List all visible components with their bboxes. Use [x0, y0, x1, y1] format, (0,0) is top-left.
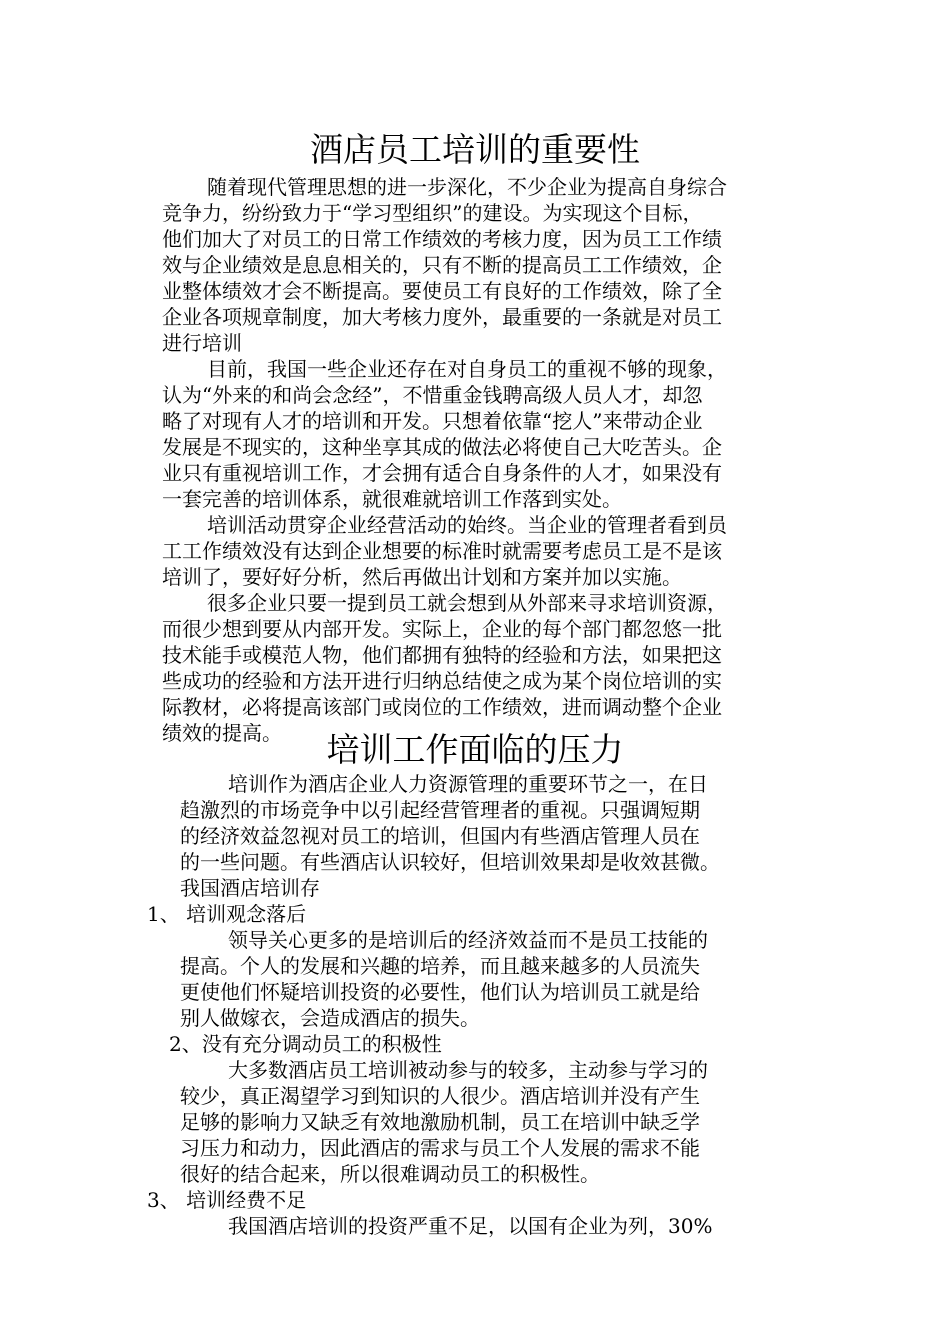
paragraph-line: 竞争力，纷纷致力于“学习型组织”的建设。为实现这个目标，	[162, 201, 703, 225]
paragraph-line: 发展是不现实的，这种坐享其成的做法必将使自己大吃苦头。企	[162, 435, 722, 459]
paragraph-line: 他们加大了对员工的日常工作绩效的考核力度，因为员工工作绩	[162, 227, 722, 251]
paragraph-line: 业整体绩效才会不断提高。要使员工有良好的工作绩效，除了全	[162, 279, 722, 303]
paragraph-line: 大多数酒店员工培训被动参与的较多，主动参与学习的	[228, 1058, 708, 1082]
paragraph-line: 习压力和动力，因此酒店的需求与员工个人发展的需求不能	[180, 1136, 700, 1160]
paragraph-line: 我国酒店培训的投资严重不足，以国有企业为列，30%	[228, 1214, 713, 1238]
paragraph-line: 目前，我国一些企业还存在对自身员工的重视不够的现象，	[207, 357, 727, 381]
paragraph-line: 培训活动贯穿企业经营活动的始终。当企业的管理者看到员	[207, 513, 727, 537]
paragraph-line: 工工作绩效没有达到企业想要的标准时就需要考虑员工是不是该	[162, 539, 722, 563]
list-item-heading: 3、 培训经费不足	[147, 1188, 307, 1212]
paragraph-line: 领导关心更多的是培训后的经济效益而不是员工技能的	[228, 928, 708, 952]
paragraph-line: 较少，真正渴望学习到知识的人很少。酒店培训并没有产生	[180, 1084, 700, 1108]
paragraph-line: 趋激烈的市场竞争中以引起经营管理者的重视。只强调短期	[180, 798, 700, 822]
paragraph-line: 一套完善的培训体系，就很难就培训工作落到实处。	[162, 487, 622, 511]
paragraph-line: 很好的结合起来，所以很难调动员工的积极性。	[180, 1162, 600, 1186]
paragraph-line: 培训了，要好好分析，然后再做出计划和方案并加以实施。	[162, 565, 682, 589]
paragraph-line: 业只有重视培训工作，才会拥有适合自身条件的人才，如果没有	[162, 461, 722, 485]
paragraph-line: 际教材，必将提高该部门或岗位的工作绩效，进而调动整个企业	[162, 695, 722, 719]
paragraph-line: 足够的影响力又缺乏有效地激励机制，员工在培训中缺乏学	[180, 1110, 700, 1134]
paragraph-line: 认为“外来的和尚会念经”，不惜重金钱聘高级人员人才，却忽	[162, 383, 703, 407]
paragraph-line: 绩效的提高。	[162, 721, 282, 745]
paragraph-line: 我国酒店培训存	[180, 876, 320, 900]
paragraph-line: 企业各项规章制度，加大考核力度外，最重要的一条就是对员工	[162, 305, 722, 329]
paragraph-line: 的经济效益忽视对员工的培训，但国内有些酒店管理人员在	[180, 824, 700, 848]
paragraph-line: 随着现代管理思想的进一步深化，不少企业为提高自身综合	[207, 175, 727, 199]
paragraph-line: 很多企业只要一提到员工就会想到从外部来寻求培训资源，	[207, 591, 727, 615]
paragraph-line: 进行培训	[162, 331, 242, 355]
paragraph-line: 略了对现有人才的培训和开发。只想着依靠“挖人”来带动企业	[162, 409, 703, 433]
section-title-pressure: 培训工作面临的压力	[326, 730, 624, 769]
list-item-heading: 1、 培训观念落后	[147, 902, 307, 926]
paragraph-line: 更使他们怀疑培训投资的必要性，他们认为培训员工就是给	[180, 980, 700, 1004]
section-title-importance: 酒店员工培训的重要性	[310, 130, 640, 169]
paragraph-line: 培训作为酒店企业人力资源管理的重要环节之一，在日	[228, 772, 708, 796]
paragraph-line: 而很少想到要从内部开发。实际上，企业的每个部门都忽悠一批	[162, 617, 722, 641]
paragraph-line: 些成功的经验和方法开进行归纳总结使之成为某个岗位培训的实	[162, 669, 722, 693]
list-item-heading: 2、没有充分调动员工的积极性	[169, 1032, 442, 1056]
paragraph-line: 效与企业绩效是息息相关的，只有不断的提高员工工作绩效，企	[162, 253, 722, 277]
paragraph-line: 的一些问题。有些酒店认识较好，但培训效果却是收效甚微。	[180, 850, 720, 874]
paragraph-line: 提高。个人的发展和兴趣的培养，而且越来越多的人员流失	[180, 954, 700, 978]
paragraph-line: 技术能手或模范人物，他们都拥有独特的经验和方法，如果把这	[162, 643, 722, 667]
paragraph-line: 别人做嫁衣，会造成酒店的损失。	[180, 1006, 480, 1030]
